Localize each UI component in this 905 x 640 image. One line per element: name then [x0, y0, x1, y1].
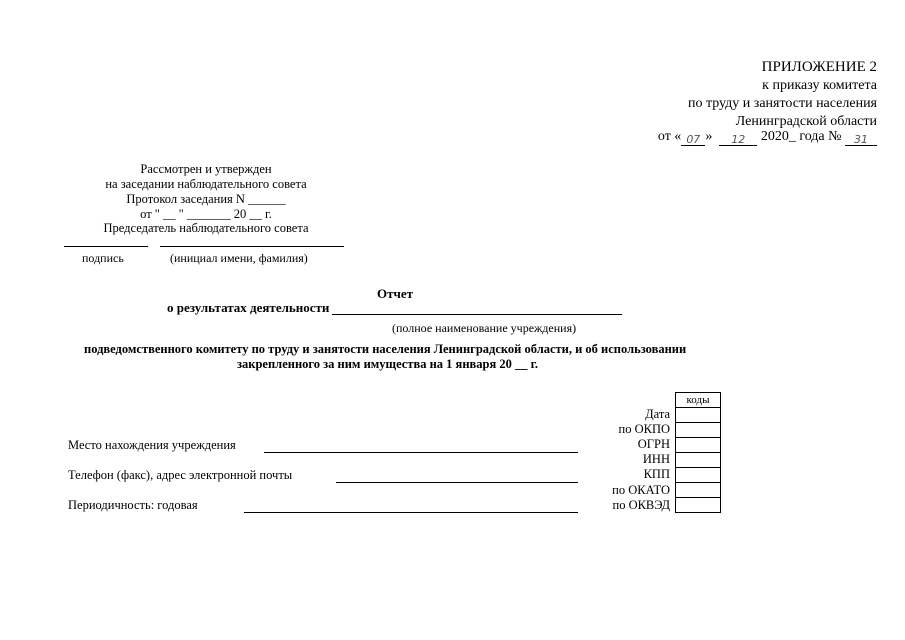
- codes-table: [675, 392, 721, 513]
- code-cell-inn: [676, 453, 721, 468]
- order-number: 31: [845, 131, 877, 146]
- code-cell-okato: [676, 483, 721, 498]
- code-label-date: Дата: [645, 407, 670, 421]
- code-cell-date: [676, 408, 721, 423]
- approval-line-4: от " __ " _______ 20 __ г.: [140, 207, 272, 221]
- date-day: 07: [681, 131, 705, 146]
- code-cell-okpo: [676, 423, 721, 438]
- approval-line-5: Председатель наблюдательного совета: [103, 221, 309, 235]
- name-label: (инициал имени, фамилия): [170, 251, 308, 265]
- name-line: [160, 246, 344, 247]
- code-cell-kpp: [676, 468, 721, 483]
- code-label-okved: по ОКВЭД: [612, 498, 670, 512]
- report-line-1: о результатах деятельности: [167, 300, 330, 315]
- institution-name-line: [332, 314, 622, 315]
- signature-label: подпись: [82, 251, 124, 265]
- code-label-okpo: по ОКПО: [618, 422, 670, 436]
- code-label-inn: ИНН: [642, 452, 670, 466]
- period-label: Периодичность: годовая: [68, 498, 198, 512]
- date-prefix: от «: [657, 129, 682, 144]
- approval-line-2: на заседании наблюдательного совета: [105, 177, 307, 191]
- date-year: 2020_ года №: [760, 129, 842, 144]
- report-title: Отчет: [377, 286, 413, 301]
- code-label-kpp: КПП: [643, 467, 670, 481]
- code-cell-ogrn: [676, 438, 721, 453]
- phone-line: [336, 482, 578, 483]
- report-line-2: подведомственного комитету по труду и занятости населения Ленинградской области, и об использовании: [84, 342, 687, 356]
- institution-name-note: (полное наименование учреждения): [392, 321, 577, 335]
- phone-label: Телефон (факс), адрес электронной почты: [68, 468, 293, 482]
- date-mid: »: [705, 129, 713, 144]
- order-date-line: [658, 128, 877, 146]
- report-line-3: закрепленного за ним имущества на 1 января 20 __ г.: [237, 357, 539, 371]
- code-label-ogrn: ОГРН: [637, 437, 670, 451]
- order-line-2: по труду и занятости населения: [687, 96, 877, 111]
- approval-line-1: Рассмотрен и утвержден: [140, 162, 272, 176]
- order-line-1: к приказу комитета: [762, 78, 877, 93]
- location-label: Место нахождения учреждения: [68, 438, 236, 452]
- code-cell-okved: [676, 498, 721, 513]
- appendix-title: ПРИЛОЖЕНИЕ 2: [761, 59, 877, 75]
- period-line: [244, 512, 578, 513]
- signature-line: [64, 246, 148, 247]
- codes-header: коды: [676, 393, 721, 408]
- order-line-3: Ленинградской области: [735, 114, 877, 129]
- code-label-okato: по ОКАТО: [612, 483, 670, 497]
- location-line: [264, 452, 578, 453]
- approval-line-3: Протокол заседания N ______: [126, 192, 286, 206]
- date-month: 12: [719, 131, 757, 146]
